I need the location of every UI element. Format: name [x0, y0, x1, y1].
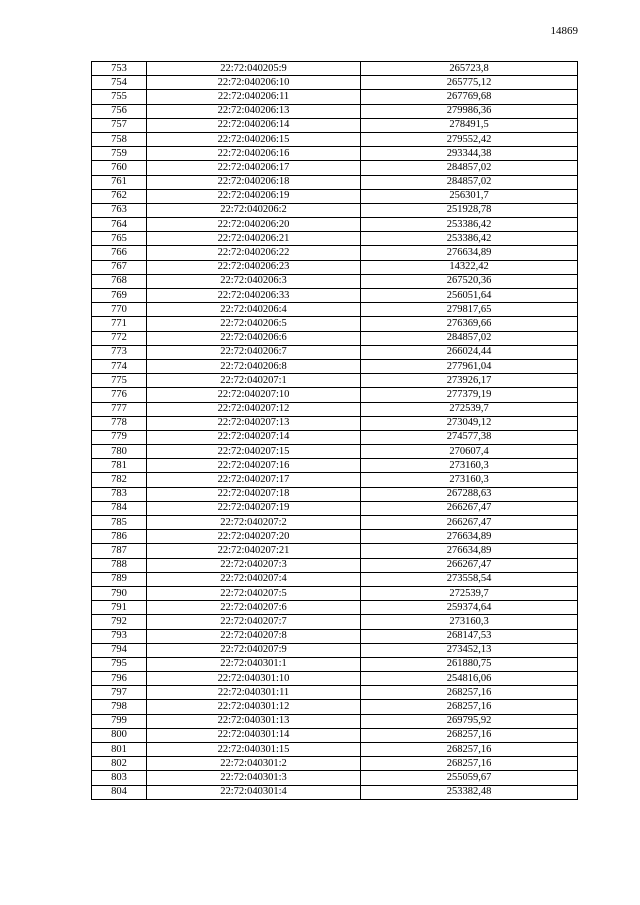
table-row	[92, 728, 578, 742]
cadastral-number-cell: 22:72:040206:16	[147, 147, 361, 161]
row-number-cell: 775	[92, 374, 147, 388]
row-number-cell: 794	[92, 643, 147, 657]
cadastral-number-cell: 22:72:040207:6	[147, 601, 361, 615]
row-number-cell: 782	[92, 473, 147, 487]
table-row	[92, 558, 578, 572]
cadastral-number-cell: 22:72:040301:4	[147, 785, 361, 799]
table-row	[92, 303, 578, 317]
table-row	[92, 218, 578, 232]
row-number-cell: 762	[92, 189, 147, 203]
row-number-cell: 781	[92, 459, 147, 473]
table-row	[92, 62, 578, 76]
cadastral-value-cell: 284857,02	[361, 175, 578, 189]
table-row	[92, 274, 578, 288]
table-row	[92, 161, 578, 175]
row-number-cell: 800	[92, 728, 147, 742]
cadastral-value-cell: 268257,16	[361, 686, 578, 700]
cadastral-number-cell: 22:72:040301:11	[147, 686, 361, 700]
cadastral-value-cell: 267520,36	[361, 274, 578, 288]
row-number-cell: 760	[92, 161, 147, 175]
cadastral-number-cell: 22:72:040205:9	[147, 62, 361, 76]
cadastral-number-cell: 22:72:040301:2	[147, 757, 361, 771]
table-row	[92, 416, 578, 430]
row-number-cell: 786	[92, 530, 147, 544]
cadastral-value-cell: 268257,16	[361, 757, 578, 771]
cadastral-value-cell: 268257,16	[361, 700, 578, 714]
cadastral-value-cell: 267769,68	[361, 90, 578, 104]
table-row	[92, 714, 578, 728]
cadastral-value-cell: 273926,17	[361, 374, 578, 388]
cadastral-number-cell: 22:72:040207:3	[147, 558, 361, 572]
row-number-cell: 778	[92, 416, 147, 430]
table-row	[92, 175, 578, 189]
table-row	[92, 445, 578, 459]
cadastral-number-cell: 22:72:040207:7	[147, 615, 361, 629]
table-row	[92, 516, 578, 530]
row-number-cell: 783	[92, 487, 147, 501]
cadastral-number-cell: 22:72:040207:15	[147, 445, 361, 459]
row-number-cell: 758	[92, 132, 147, 146]
table-row	[92, 629, 578, 643]
cadastral-number-cell: 22:72:040207:4	[147, 572, 361, 586]
cadastral-value-cell: 266267,47	[361, 516, 578, 530]
table-row	[92, 90, 578, 104]
row-number-cell: 799	[92, 714, 147, 728]
cadastral-number-cell: 22:72:040207:10	[147, 388, 361, 402]
cadastral-value-cell: 265723,8	[361, 62, 578, 76]
table-row	[92, 345, 578, 359]
cadastral-value-cell: 251928,78	[361, 203, 578, 217]
table-row	[92, 359, 578, 373]
cadastral-value-cell: 279986,36	[361, 104, 578, 118]
table-row	[92, 430, 578, 444]
row-number-cell: 763	[92, 203, 147, 217]
table-row	[92, 686, 578, 700]
cadastral-value-cell: 266024,44	[361, 345, 578, 359]
cadastral-value-cell: 276634,89	[361, 246, 578, 260]
cadastral-value-cell: 270607,4	[361, 445, 578, 459]
cadastral-value-cell: 293344,38	[361, 147, 578, 161]
cadastral-value-cell: 276369,66	[361, 317, 578, 331]
cadastral-value-cell: 273160,3	[361, 615, 578, 629]
row-number-cell: 766	[92, 246, 147, 260]
row-number-cell: 777	[92, 402, 147, 416]
cadastral-value-table	[91, 61, 578, 800]
cadastral-number-cell: 22:72:040206:11	[147, 90, 361, 104]
row-number-cell: 774	[92, 359, 147, 373]
table-row	[92, 757, 578, 771]
cadastral-value-cell: 256051,64	[361, 289, 578, 303]
cadastral-value-cell: 274577,38	[361, 430, 578, 444]
row-number-cell: 780	[92, 445, 147, 459]
cadastral-value-cell: 268257,16	[361, 728, 578, 742]
cadastral-number-cell: 22:72:040301:15	[147, 743, 361, 757]
cadastral-value-cell: 273160,3	[361, 473, 578, 487]
cadastral-number-cell: 22:72:040206:21	[147, 232, 361, 246]
cadastral-value-cell: 267288,63	[361, 487, 578, 501]
cadastral-number-cell: 22:72:040207:20	[147, 530, 361, 544]
table-row	[92, 246, 578, 260]
cadastral-number-cell: 22:72:040206:19	[147, 189, 361, 203]
cadastral-number-cell: 22:72:040301:13	[147, 714, 361, 728]
cadastral-value-cell: 273160,3	[361, 459, 578, 473]
row-number-cell: 776	[92, 388, 147, 402]
table-row	[92, 572, 578, 586]
cadastral-value-cell: 259374,64	[361, 601, 578, 615]
table-row	[92, 402, 578, 416]
row-number-cell: 772	[92, 331, 147, 345]
row-number-cell: 804	[92, 785, 147, 799]
cadastral-value-cell: 284857,02	[361, 331, 578, 345]
cadastral-value-cell: 253382,48	[361, 785, 578, 799]
cadastral-number-cell: 22:72:040206:3	[147, 274, 361, 288]
cadastral-number-cell: 22:72:040206:15	[147, 132, 361, 146]
cadastral-value-cell: 276634,89	[361, 544, 578, 558]
cadastral-number-cell: 22:72:040206:7	[147, 345, 361, 359]
cadastral-value-cell: 273452,13	[361, 643, 578, 657]
cadastral-value-cell: 255059,67	[361, 771, 578, 785]
table-row	[92, 544, 578, 558]
table-row	[92, 331, 578, 345]
cadastral-value-cell: 279552,42	[361, 132, 578, 146]
cadastral-number-cell: 22:72:040206:10	[147, 76, 361, 90]
page-number: 14869	[550, 25, 578, 37]
row-number-cell: 789	[92, 572, 147, 586]
table-row	[92, 501, 578, 515]
cadastral-number-cell: 22:72:040206:23	[147, 260, 361, 274]
table-row	[92, 487, 578, 501]
table-row	[92, 743, 578, 757]
table-row	[92, 132, 578, 146]
cadastral-value-cell: 277961,04	[361, 359, 578, 373]
row-number-cell: 755	[92, 90, 147, 104]
row-number-cell: 784	[92, 501, 147, 515]
cadastral-value-cell: 284857,02	[361, 161, 578, 175]
row-number-cell: 761	[92, 175, 147, 189]
row-number-cell: 759	[92, 147, 147, 161]
cadastral-value-cell: 253386,42	[361, 232, 578, 246]
table-row	[92, 189, 578, 203]
table-row	[92, 643, 578, 657]
table-row	[92, 530, 578, 544]
cadastral-value-cell: 272539,7	[361, 586, 578, 600]
row-number-cell: 768	[92, 274, 147, 288]
cadastral-value-cell: 279817,65	[361, 303, 578, 317]
cadastral-number-cell: 22:72:040206:14	[147, 118, 361, 132]
table-row	[92, 317, 578, 331]
row-number-cell: 770	[92, 303, 147, 317]
row-number-cell: 803	[92, 771, 147, 785]
cadastral-number-cell: 22:72:040301:10	[147, 672, 361, 686]
table-row	[92, 76, 578, 90]
table-row	[92, 260, 578, 274]
row-number-cell: 767	[92, 260, 147, 274]
table-row	[92, 104, 578, 118]
table-row	[92, 615, 578, 629]
cadastral-number-cell: 22:72:040301:1	[147, 657, 361, 671]
cadastral-number-cell: 22:72:040207:5	[147, 586, 361, 600]
cadastral-value-cell: 254816,06	[361, 672, 578, 686]
table-row	[92, 601, 578, 615]
cadastral-number-cell: 22:72:040207:19	[147, 501, 361, 515]
row-number-cell: 795	[92, 657, 147, 671]
cadastral-number-cell: 22:72:040206:17	[147, 161, 361, 175]
cadastral-number-cell: 22:72:040207:21	[147, 544, 361, 558]
cadastral-value-cell: 265775,12	[361, 76, 578, 90]
table-row	[92, 785, 578, 799]
cadastral-number-cell: 22:72:040301:12	[147, 700, 361, 714]
cadastral-value-cell: 269795,92	[361, 714, 578, 728]
cadastral-value-cell: 273558,54	[361, 572, 578, 586]
table-row	[92, 657, 578, 671]
table-row	[92, 771, 578, 785]
cadastral-value-cell: 14322,42	[361, 260, 578, 274]
table-row	[92, 232, 578, 246]
cadastral-value-cell: 268257,16	[361, 743, 578, 757]
cadastral-number-cell: 22:72:040206:5	[147, 317, 361, 331]
cadastral-number-cell: 22:72:040206:2	[147, 203, 361, 217]
row-number-cell: 764	[92, 218, 147, 232]
cadastral-value-cell: 268147,53	[361, 629, 578, 643]
row-number-cell: 785	[92, 516, 147, 530]
row-number-cell: 788	[92, 558, 147, 572]
cadastral-number-cell: 22:72:040207:13	[147, 416, 361, 430]
cadastral-value-cell: 276634,89	[361, 530, 578, 544]
row-number-cell: 771	[92, 317, 147, 331]
row-number-cell: 798	[92, 700, 147, 714]
cadastral-value-cell: 277379,19	[361, 388, 578, 402]
cadastral-number-cell: 22:72:040207:16	[147, 459, 361, 473]
table-row	[92, 289, 578, 303]
cadastral-number-cell: 22:72:040207:12	[147, 402, 361, 416]
row-number-cell: 769	[92, 289, 147, 303]
row-number-cell: 757	[92, 118, 147, 132]
row-number-cell: 796	[92, 672, 147, 686]
cadastral-number-cell: 22:72:040206:8	[147, 359, 361, 373]
table-row	[92, 388, 578, 402]
table-row	[92, 586, 578, 600]
table-body	[92, 62, 578, 800]
table-row	[92, 700, 578, 714]
cadastral-number-cell: 22:72:040206:22	[147, 246, 361, 260]
cadastral-value-cell: 253386,42	[361, 218, 578, 232]
cadastral-number-cell: 22:72:040207:1	[147, 374, 361, 388]
cadastral-number-cell: 22:72:040206:18	[147, 175, 361, 189]
row-number-cell: 753	[92, 62, 147, 76]
row-number-cell: 773	[92, 345, 147, 359]
cadastral-number-cell: 22:72:040207:9	[147, 643, 361, 657]
row-number-cell: 787	[92, 544, 147, 558]
row-number-cell: 802	[92, 757, 147, 771]
row-number-cell: 765	[92, 232, 147, 246]
cadastral-value-cell: 266267,47	[361, 501, 578, 515]
cadastral-number-cell: 22:72:040206:6	[147, 331, 361, 345]
cadastral-number-cell: 22:72:040207:17	[147, 473, 361, 487]
cadastral-value-cell: 266267,47	[361, 558, 578, 572]
table-row	[92, 374, 578, 388]
row-number-cell: 790	[92, 586, 147, 600]
cadastral-number-cell: 22:72:040207:18	[147, 487, 361, 501]
cadastral-value-cell: 256301,7	[361, 189, 578, 203]
row-number-cell: 779	[92, 430, 147, 444]
table-row	[92, 118, 578, 132]
cadastral-value-cell: 261880,75	[361, 657, 578, 671]
table-row	[92, 459, 578, 473]
row-number-cell: 754	[92, 76, 147, 90]
table-row	[92, 473, 578, 487]
cadastral-number-cell: 22:72:040207:8	[147, 629, 361, 643]
cadastral-number-cell: 22:72:040206:33	[147, 289, 361, 303]
table-row	[92, 147, 578, 161]
row-number-cell: 797	[92, 686, 147, 700]
cadastral-value-cell: 272539,7	[361, 402, 578, 416]
cadastral-number-cell: 22:72:040206:20	[147, 218, 361, 232]
row-number-cell: 792	[92, 615, 147, 629]
cadastral-number-cell: 22:72:040301:14	[147, 728, 361, 742]
row-number-cell: 756	[92, 104, 147, 118]
table-row	[92, 203, 578, 217]
cadastral-number-cell: 22:72:040206:13	[147, 104, 361, 118]
cadastral-number-cell: 22:72:040301:3	[147, 771, 361, 785]
cadastral-number-cell: 22:72:040207:14	[147, 430, 361, 444]
row-number-cell: 801	[92, 743, 147, 757]
cadastral-number-cell: 22:72:040206:4	[147, 303, 361, 317]
row-number-cell: 791	[92, 601, 147, 615]
row-number-cell: 793	[92, 629, 147, 643]
cadastral-value-cell: 278491,5	[361, 118, 578, 132]
cadastral-value-cell: 273049,12	[361, 416, 578, 430]
cadastral-number-cell: 22:72:040207:2	[147, 516, 361, 530]
table-row	[92, 672, 578, 686]
